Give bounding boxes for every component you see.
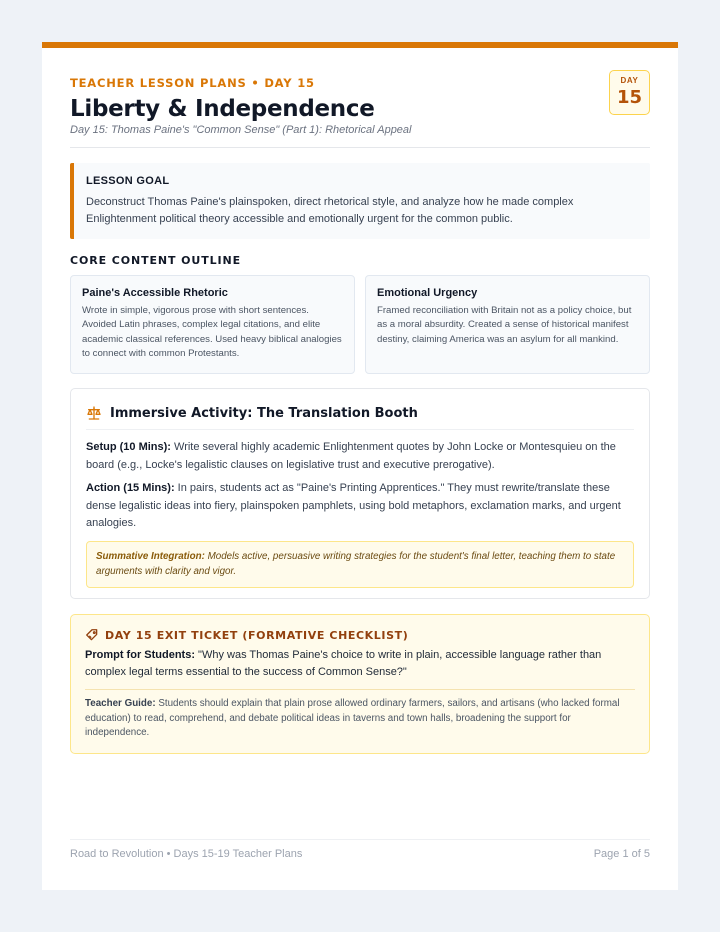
summative-note-label: Summative Integration: xyxy=(96,550,205,562)
exit-ticket-header xyxy=(85,628,635,642)
exit-ticket-box xyxy=(70,614,650,754)
footer-title: Road to Revolution • Days 15-19 Teacher Plans xyxy=(70,848,303,860)
activity-setup-text: Write several highly academic Enlightenment quotes by John Locke or Montesquieu on the board (e.g., Locke's legalistic clauses on legislative trust and executive prerogative). xyxy=(86,441,616,471)
exit-ticket-divider xyxy=(85,689,635,690)
exit-ticket-prompt-label: Prompt for Students: xyxy=(85,649,195,661)
teacher-guide-text: Students should explain that plain prose allowed ordinary farmers, sailors, and artisans (who lacked formal education) to read, comprehend, and debate political ideas in taverns and town halls, broadening the support for independence. xyxy=(85,698,620,739)
outline-heading: CORE CONTENT OUTLINE xyxy=(70,254,242,267)
lesson-goal-box xyxy=(70,163,650,239)
lesson-goal-text: Deconstruct Thomas Paine's plainspoken, direct rhetorical style, and analyze how he made complex Enlightenment political theory accessible and emotionally urgent for the common public. xyxy=(86,196,574,225)
activity-title: Immersive Activity: The Translation Booth xyxy=(110,405,418,421)
lesson-page xyxy=(42,42,678,890)
activity-setup-label: Setup (10 Mins): xyxy=(86,441,171,453)
exit-ticket-prompt-text: "Why was Thomas Paine's choice to write in plain, accessible language rather than complex legal terms essential to the success of Common Sense?" xyxy=(85,649,602,678)
balance-scale-icon xyxy=(86,405,102,421)
teacher-guide-label: Teacher Guide: xyxy=(85,698,156,709)
day-badge-number: 15 xyxy=(616,87,643,108)
page-number: Page 1 of 5 xyxy=(593,848,650,860)
header-divider xyxy=(70,147,650,148)
outline-card-title: Emotional Urgency xyxy=(377,287,478,299)
outline-card-rhetoric xyxy=(70,275,355,374)
teacher-guide xyxy=(85,697,635,741)
page-eyebrow: TEACHER LESSON PLANS • DAY 15 xyxy=(70,76,315,90)
tag-icon xyxy=(85,628,99,642)
activity-setup xyxy=(86,439,634,474)
exit-ticket-prompt xyxy=(85,647,635,681)
day-badge-label: DAY xyxy=(620,76,639,85)
page-title: Liberty & Independence xyxy=(70,96,375,122)
summative-note xyxy=(86,541,634,588)
outline-card-urgency xyxy=(365,275,650,374)
activity-action xyxy=(86,480,634,533)
activity-action-label: Action (15 Mins): xyxy=(86,482,175,494)
outline-card-text: Framed reconciliation with Britain not as a policy choice, but as a moral absurdity. Created a sense of historical manifest destiny, claiming America was an asylum for all mankind. xyxy=(377,305,632,345)
outline-card-text: Wrote in simple, vigorous prose with short sentences. Avoided Latin phrases, complex legal citations, and elite academic classical references. Used heavy biblical analogies to connect with common Protestants. xyxy=(82,305,342,359)
activity-action-text: In pairs, students act as "Paine's Printing Apprentices." They must rewrite/translate these dense legalistic ideas into fiery, plainspoken pamphlets, using bold metaphors, exclamation marks, and urgent analogies. xyxy=(86,482,621,529)
activity-header xyxy=(86,403,634,430)
exit-ticket-title: DAY 15 EXIT TICKET (FORMATIVE CHECKLIST) xyxy=(105,628,409,642)
activity-box xyxy=(70,388,650,599)
page-subtitle: Day 15: Thomas Paine's "Common Sense" (Part 1): Rhetorical Appeal xyxy=(70,124,412,136)
summative-note-text: Models active, persuasive writing strategies for the student's final letter, teaching them to state arguments with clarity and vigor. xyxy=(96,550,616,577)
day-badge xyxy=(609,70,650,115)
outline-card-title: Paine's Accessible Rhetoric xyxy=(82,287,228,299)
footer-divider xyxy=(70,839,650,840)
lesson-goal-heading: LESSON GOAL xyxy=(86,175,170,187)
